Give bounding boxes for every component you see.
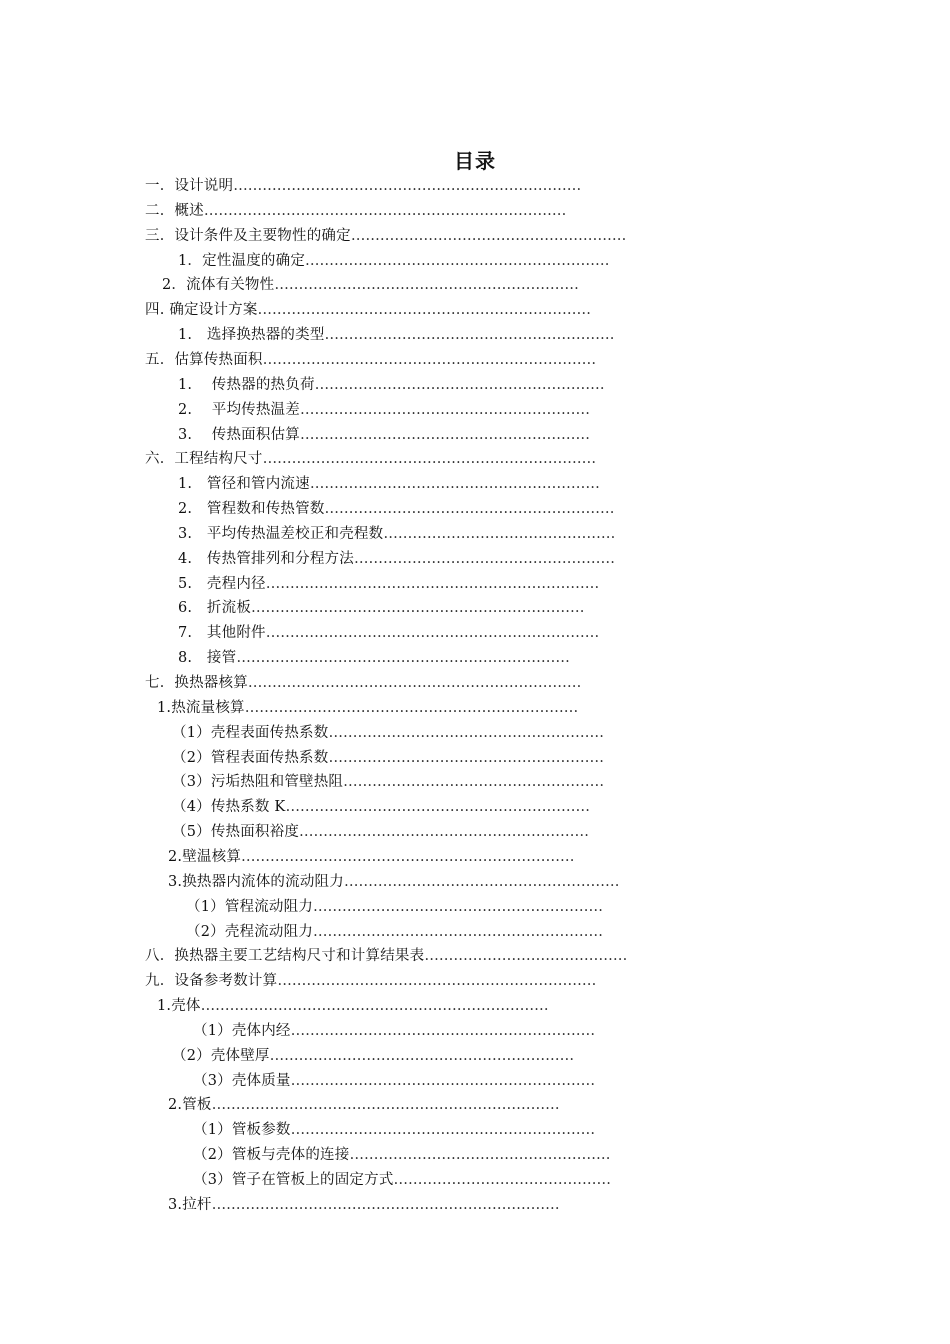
toc-entry[interactable] [178,373,636,398]
toc-entry[interactable] [178,398,632,423]
toc-entry[interactable] [178,249,638,274]
toc-entry-label: 4. 传热管排列和分程方法 [178,550,354,567]
toc-entry[interactable] [145,447,619,472]
toc-leader-dots: ……………………………………………… [343,774,605,791]
toc-leader-dots: ……………………………………………………………… [211,1196,560,1213]
toc-leader-dots: …………………………………………………… [299,824,590,841]
toc-entry[interactable] [178,572,620,597]
toc-leader-dots: ………………………………………………… [350,227,627,244]
toc-leader-dots: …………………………………………………………… [241,848,575,865]
toc-leader-dots: …………………………………………………………… [251,600,585,617]
toc-entry-label: 1.壳体 [157,998,201,1015]
toc-entry-label: （1）管程流动阻力 [186,898,314,915]
toc-entry-label: 3.换热器内流体的流动阻力 [168,873,344,890]
toc-leader-dots: …………………………………………………… [299,401,590,418]
toc-leader-dots: …………………………………………………………… [262,451,597,468]
toc-entry[interactable] [186,895,633,920]
toc-entry-label: 六．工程结构尺寸 [145,451,263,468]
toc-entry-label: 1. 管径和管内流速 [178,476,310,493]
toc-entry-label: （2）壳程流动阻力 [186,923,314,940]
toc-entry-label: 1.热流量核算 [157,699,245,716]
toc-entry-label: 二．概述 [145,202,204,219]
toc-entry-label: 一．设计说明 [145,178,234,194]
toc-leader-dots: ……………………………………………… [353,550,615,567]
toc-entry[interactable] [178,621,620,646]
toc-entry-label: 8. 接管 [178,650,237,667]
toc-leader-dots: ………………………………………………………………… [203,202,567,219]
toc-entry-label: 7. 其他附件 [178,625,266,642]
toc-entry-label: 九．设备参考数计算 [145,973,278,990]
toc-entry[interactable] [178,522,664,547]
toc-leader-dots: ………………………………………… [383,525,616,542]
toc-entry[interactable] [145,174,602,199]
toc-entry[interactable] [172,795,608,820]
toc-entry[interactable] [178,423,631,448]
toc-leader-dots: …………………………………………………… [324,501,615,518]
toc-leader-dots: ……………………………………………………… [274,277,579,294]
toc-entry-label: （1）壳程表面传热系数 [172,724,329,741]
toc-entry-label: 3. 传热面积估算 [178,426,300,443]
toc-leader-dots: ……………………………………………………… [305,252,610,269]
toc-entry[interactable] [172,820,615,845]
toc-entry[interactable] [145,348,619,373]
toc-leader-dots: …………………………………………………………… [257,302,592,319]
toc-entry[interactable] [145,969,624,994]
toc-entry[interactable] [172,1044,603,1069]
toc-entry[interactable] [172,746,626,771]
toc-entry[interactable] [172,770,631,795]
toc-entry[interactable] [157,696,605,721]
toc-entry-label: 3.拉杆 [168,1196,212,1213]
toc-leader-dots: ………………………………………………………… [277,973,597,990]
toc-entry[interactable] [193,1118,625,1143]
toc-entry[interactable] [178,497,642,522]
toc-entry[interactable] [168,870,651,895]
toc-leader-dots: …………………………………………………………… [247,675,582,691]
toc-leader-dots: …………………………………………………… [314,376,605,393]
toc-leader-dots: …………………………………………………… [313,923,604,940]
toc-entry[interactable] [178,547,653,572]
toc-entry-label: （3）管子在管板上的固定方式 [193,1172,394,1188]
toc-entry-label: 3. 平均传热温差校正和壳程数 [178,525,384,542]
toc-entry[interactable] [178,596,614,621]
toc-leader-dots: ……………………………………………………… [290,1072,596,1089]
toc-entry-label: 四. 确定设计方案 [145,302,258,319]
toc-entry[interactable] [145,199,608,224]
toc-entry-label: 七．换热器核算 [145,675,248,691]
toc-leader-dots: …………………………………………………… [313,898,604,915]
toc-leader-dots: …………………………………………………… [309,476,600,493]
toc-entry[interactable] [145,298,615,323]
toc-leader-dots: ………………………………………………… [328,749,604,766]
toc-leader-dots: …………………………………………………………… [265,625,600,642]
toc-entry[interactable] [193,1019,625,1044]
toc-entry-label: 2. 平均传热温差 [178,401,300,418]
toc-leader-dots: ……………………………………………………………… [211,1097,560,1114]
toc-entry[interactable] [178,472,636,497]
toc-entry-label: 三．设计条件及主要物性的确定 [145,227,351,244]
toc-entry[interactable] [178,323,642,348]
toc-entry-label: （2）管板与壳体的连接 [193,1147,350,1164]
toc-leader-dots: ………………………………………………… [328,724,604,741]
toc-entry[interactable] [168,1193,596,1218]
toc-entry-label: 2．流体有关物性 [162,277,275,294]
toc-entry[interactable] [178,646,609,671]
toc-entry[interactable] [193,1168,663,1193]
toc-entry[interactable] [145,671,625,696]
toc-entry[interactable] [193,1069,625,1094]
toc-leader-dots: ……………………………………………………………… [200,998,549,1015]
toc-leader-dots: ……………………………………………………… [290,1122,596,1139]
toc-entry-label: （3）壳体质量 [193,1072,291,1089]
toc-entry[interactable] [168,845,612,870]
toc-entry-label: （1）管板参数 [193,1122,291,1139]
toc-entry-label: 八．换热器主要工艺结构尺寸和计算结果表 [145,948,425,965]
toc-leader-dots: ……………………………………………………… [269,1047,575,1064]
toc-entry-label: 5. 壳程内径 [178,575,266,592]
toc-entry-label: 1．定性温度的确定 [178,252,306,269]
toc-leader-dots: ………………………………………………… [343,873,620,890]
toc-leader-dots: …………………………………… [424,948,628,965]
toc-entry-label: 2.壁温核算 [168,848,242,865]
toc-leader-dots: …………………………………………………………… [236,650,570,667]
toc-leader-dots: ……………………………………………………………… [233,178,582,194]
toc-entry-label: （2）壳体壁厚 [172,1047,270,1064]
toc-leader-dots: …………………………………………………… [299,426,590,443]
toc-leader-dots: ……………………………………… [393,1172,612,1188]
toc-entry[interactable] [162,273,615,298]
toc-entry[interactable] [193,1143,647,1168]
toc-entry-label: 6. 折流板 [178,600,252,617]
toc-leader-dots: …………………………………………………………… [265,575,600,592]
toc-leader-dots: ……………………………………………… [349,1147,611,1164]
toc-entry-label: 2. 管程数和传热管数 [178,501,325,518]
toc-leader-dots: …………………………………………………………… [262,351,597,368]
toc-entry[interactable] [172,721,626,746]
toc-entry[interactable] [145,944,681,969]
toc-entry-label: （1）壳体内经 [193,1022,291,1039]
toc-entry-label: （4）传热系数 K [172,799,286,816]
toc-entry-label: 1. 传热器的热负荷 [178,376,315,393]
toc-entry-label: 五．估算传热面积 [145,351,263,368]
page-title: 目录 [454,149,496,173]
toc-entry-label: （5）传热面积裕度 [172,824,300,841]
toc-entry-label: （2）管程表面传热系数 [172,749,329,766]
toc-entry[interactable] [186,920,628,945]
toc-entry[interactable] [168,1093,595,1118]
toc-entry-label: 2.管板 [168,1097,212,1114]
toc-leader-dots: …………………………………………………… [324,327,615,344]
toc-entry-label: 1. 选择换热器的类型 [178,327,325,344]
toc-leader-dots: ……………………………………………………… [285,799,590,816]
toc-entry-label: （3）污垢热阻和管壁热阻 [172,774,344,791]
toc-entry[interactable] [145,224,658,249]
toc-entry[interactable] [157,994,582,1019]
toc-leader-dots: ……………………………………………………… [290,1022,596,1039]
toc-leader-dots: …………………………………………………………… [244,699,579,716]
